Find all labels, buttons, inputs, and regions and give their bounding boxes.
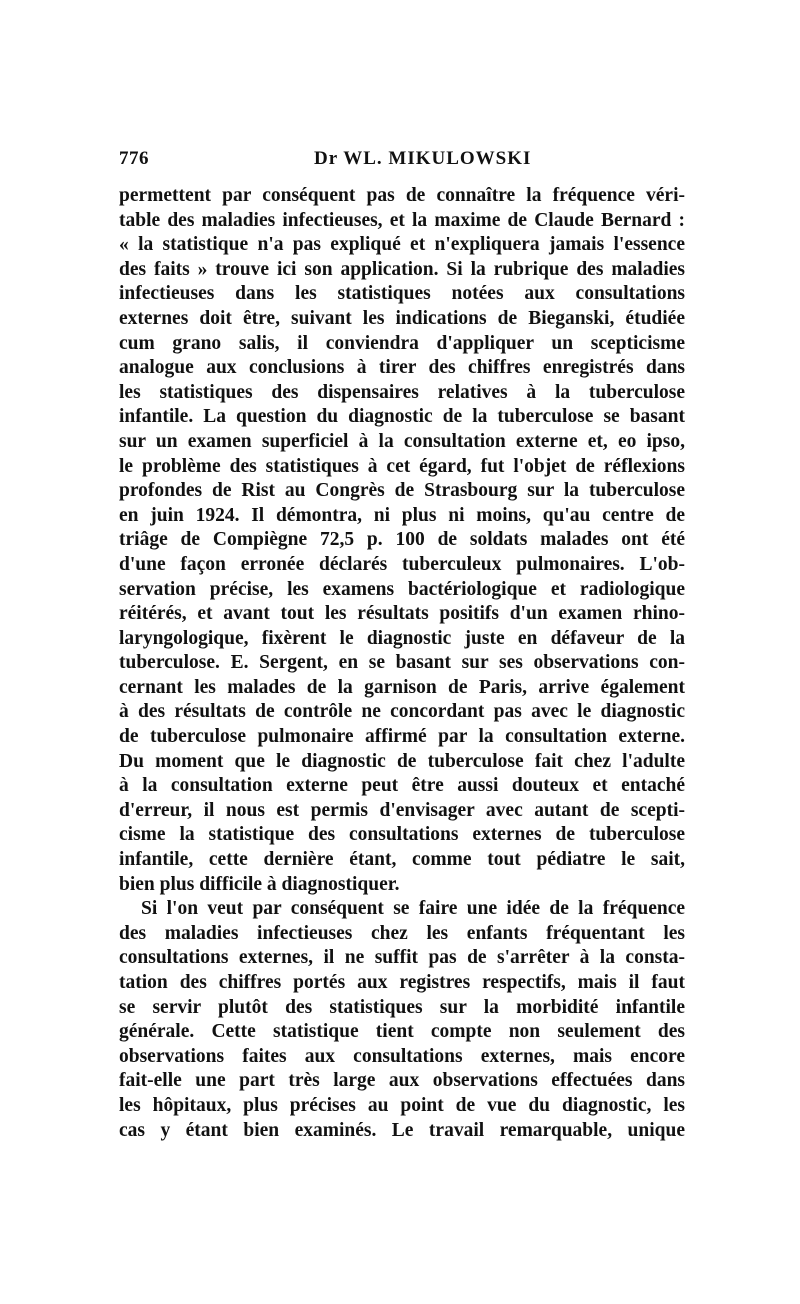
text-line: cas y étant bien examinés. Le travail remarquable, unique (119, 1119, 685, 1141)
text-line: sur un examen superficiel à la consultation externe et, eo ipso, (119, 430, 685, 452)
text-line: des faits » trouve ici son application. Si la rubrique des maladies (119, 258, 685, 280)
text-line: fait-elle une part très large aux observations effectuées dans (119, 1070, 685, 1092)
text-line: cernant les malades de la garnison de Paris, arrive également (119, 676, 685, 698)
text-line: à la consultation externe peut être aussi douteux et entaché (119, 775, 685, 797)
text-line: d'erreur, il nous est permis d'envisager avec autant de scepti- (119, 799, 685, 821)
text-line: les hôpitaux, plus précises au point de vue du diagnostic, les (119, 1094, 685, 1116)
text-line: cum grano salis, il conviendra d'appliquer un scepticisme (119, 332, 685, 354)
running-head-author: Dr WL. MIKULOWSKI (314, 148, 532, 169)
text-line: infantile. La question du diagnostic de la tuberculose se basant (119, 406, 685, 428)
text-line: analogue aux conclusions à tirer des chiffres enregistrés dans (119, 357, 685, 379)
text-line: triâge de Compiègne 72,5 p. 100 de soldats malades ont été (119, 529, 685, 551)
text-line: table des maladies infectieuses, et la maxime de Claude Bernard : (119, 209, 685, 231)
text-line: observations faites aux consultations externes, mais encore (119, 1045, 685, 1067)
text-line: d'une façon erronée déclarés tuberculeux pulmonaires. L'ob- (119, 553, 685, 575)
text-line: infantile, cette dernière étant, comme tout pédiatre le sait, (119, 849, 685, 871)
text-line: permettent par conséquent pas de connaître la fréquence véri- (119, 185, 685, 206)
text-line: tation des chiffres portés aux registres respectifs, mais il faut (119, 972, 685, 993)
text-line: infectieuses dans les statistiques notées aux consultations (119, 283, 685, 305)
text-line: « la statistique n'a pas expliqué et n'expliquera jamais l'essence (119, 234, 685, 256)
body-text (119, 184, 685, 1143)
text-line: externes doit être, suivant les indications de Bieganski, étudiée (119, 307, 685, 329)
text-line: se servir plutôt des statistiques sur la morbidité infantile (119, 996, 685, 1018)
text-line: réitérés, et avant tout les résultats positifs d'un examen rhino- (119, 603, 685, 625)
text-line: des maladies infectieuses chez les enfants fréquentant les (119, 922, 685, 944)
text-line: tuberculose. E. Sergent, en se basant sur ses observations con- (119, 652, 685, 674)
text-line: laryngologique, fixèrent le diagnostic juste en défaveur de la (119, 627, 685, 649)
text-line: profondes de Rist au Congrès de Strasbourg sur la tuberculose (119, 480, 685, 502)
page-number: 776 (119, 148, 149, 169)
text-line: en juin 1924. Il démontra, ni plus ni moins, qu'au centre de (119, 504, 685, 526)
text-line: les statistiques des dispensaires relatives à la tuberculose (119, 381, 685, 403)
text-line: cisme la statistique des consultations externes de tuberculose (119, 824, 685, 846)
text-line: Du moment que le diagnostic de tuberculose fait chez l'adulte (119, 750, 685, 772)
text-line: consultations externes, il ne suffit pas de s'arrêter à la consta- (119, 947, 685, 969)
text-line: le problème des statistiques à cet égard, fut l'objet de réflexions (119, 455, 685, 477)
text-line: générale. Cette statistique tient compte non seulement des (119, 1021, 685, 1043)
text-line: de tuberculose pulmonaire affirmé par la consultation externe. (119, 726, 685, 748)
text-line: servation précise, les examens bactériologique et radiologique (119, 578, 685, 600)
text-line: Si l'on veut par conséquent se faire une idée de la fréquence (141, 898, 685, 920)
text-line: à des résultats de contrôle ne concordant pas avec le diagnostic (119, 701, 685, 723)
text-line: bien plus difficile à diagnostiquer. (119, 873, 400, 895)
running-header (119, 148, 685, 172)
